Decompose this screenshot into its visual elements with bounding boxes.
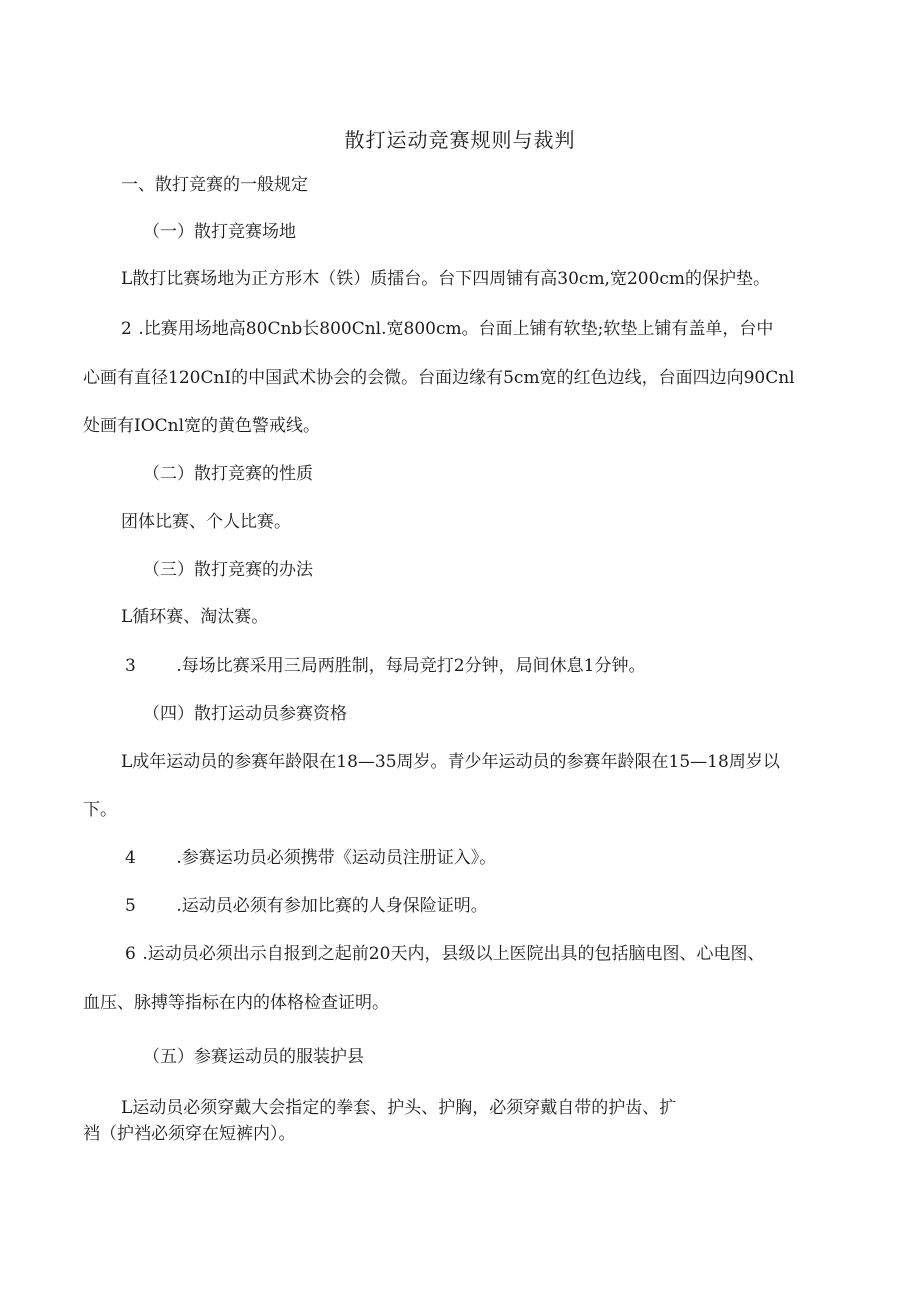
subsection-heading-method: （三）散打竞赛的办法 <box>143 560 313 580</box>
item-number: 6 <box>125 944 136 964</box>
item-number: 5 <box>125 896 136 916</box>
paragraph-eligibility-4 <box>125 942 764 966</box>
subsection-heading-equipment: （五）参赛运动员的服装护县 <box>143 1047 364 1067</box>
item-text: .比赛用场地高80Cnb长800Cnl.宽800cm。台面上铺有软垫;软垫上铺有盖单，台中 <box>138 319 774 339</box>
item-text: .运动员必须出示自报到之起前20天内，县级以上医院出具的包括脑电图、心电图、 <box>142 944 765 964</box>
subsection-heading-venue: （一）散打竞赛场地 <box>143 222 296 242</box>
item-number: 3 <box>125 656 136 676</box>
paragraph-method-1: L循环赛、淘汰赛。 <box>121 607 269 627</box>
paragraph-venue-2 <box>121 317 773 341</box>
subsection-heading-nature: （二）散打竞赛的性质 <box>143 464 313 484</box>
paragraph-nature: 团体比赛、个人比赛。 <box>121 512 291 532</box>
item-number: 2 <box>121 319 132 339</box>
subsection-heading-eligibility: （四）散打运动员参赛资格 <box>143 704 347 724</box>
paragraph-eligibility-2 <box>125 846 496 870</box>
item-number: 4 <box>125 848 136 868</box>
paragraph-venue-2-cont-2: 处画有IOCnl宽的黄色警戒线。 <box>83 416 321 436</box>
paragraph-method-2 <box>125 654 645 678</box>
paragraph-eligibility-1: L成年运动员的参赛年龄限在18—35周岁。青少年运动员的参赛年龄限在15—18周岁以 <box>121 752 780 772</box>
paragraph-equipment-1-cont: 裆（护裆必须穿在短裤内）。 <box>83 1124 296 1144</box>
section-heading-1: 一、散打竞赛的一般规定 <box>121 175 308 195</box>
paragraph-eligibility-3 <box>125 894 488 918</box>
paragraph-venue-2-cont-1: 心画有直径120CnI的中国武术协会的会微。台面边缘有5cm宽的红色边线，台面四边向90Cnl <box>83 368 795 388</box>
paragraph-eligibility-1-cont: 下。 <box>83 800 117 820</box>
item-text: .参赛运功员必须携带《运动员注册证入》。 <box>176 848 497 868</box>
item-text: .运动员必须有参加比赛的人身保险证明。 <box>176 896 488 916</box>
item-text: .每场比赛采用三局两胜制，每局竞打2分钟，局间休息1分钟。 <box>176 656 646 676</box>
paragraph-equipment-1: L运动员必须穿戴大会指定的拳套、护头、护胸，必须穿戴自带的护齿、扩 <box>121 1098 677 1118</box>
paragraph-eligibility-4-cont: 血压、脉搏等指标在内的体格检查证明。 <box>83 993 389 1013</box>
document-title: 散打运动竞赛规则与裁判 <box>344 128 576 152</box>
paragraph-venue-1: L散打比赛场地为正方形木（铁）质擂台。台下四周铺有高30cm,宽200cm的保护垫。 <box>121 269 771 289</box>
